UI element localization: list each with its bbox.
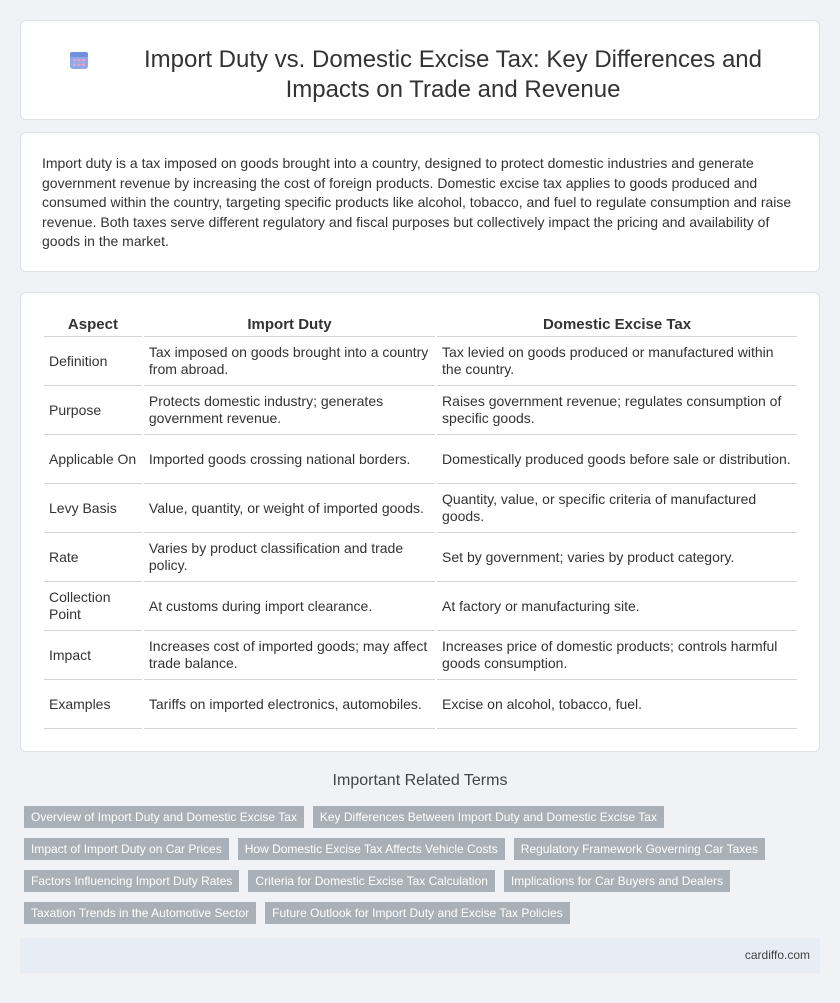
tag-row	[24, 838, 824, 860]
table-cell: Tax imposed on goods brought into a country from abroad.	[144, 337, 435, 386]
table-row	[44, 337, 797, 386]
table-cell: At customs during import clearance.	[144, 582, 435, 631]
calendar-icon	[67, 48, 91, 72]
table-row	[44, 582, 797, 631]
table-cell: Definition	[44, 337, 142, 386]
related-terms-title: Important Related Terms	[332, 772, 508, 789]
table-row	[44, 484, 797, 533]
column-header: Aspect	[44, 313, 142, 337]
related-term-link[interactable]: Criteria for Domestic Excise Tax Calculation	[248, 870, 495, 892]
table-cell: Purpose	[44, 386, 142, 435]
tag-row	[24, 806, 824, 828]
related-term-link[interactable]: Key Differences Between Import Duty and Domestic Excise Tax	[313, 806, 664, 828]
table-cell: Value, quantity, or weight of imported goods.	[144, 484, 435, 533]
related-terms	[24, 806, 824, 934]
related-term-link[interactable]: Implications for Car Buyers and Dealers	[504, 870, 730, 892]
header-card	[20, 20, 820, 120]
table-cell: Tariffs on imported electronics, automobiles.	[144, 680, 435, 729]
table-row	[44, 533, 797, 582]
table-cell: Quantity, value, or specific criteria of manufactured goods.	[437, 484, 797, 533]
table-cell: Rate	[44, 533, 142, 582]
table-cell: Domestically produced goods before sale or distribution.	[437, 435, 797, 484]
site-link[interactable]: cardiffo.com	[744, 948, 810, 962]
table-cell: Protects domestic industry; generates government revenue.	[144, 386, 435, 435]
related-term-link[interactable]: How Domestic Excise Tax Affects Vehicle Costs	[238, 838, 505, 860]
table-cell: Varies by product classification and trade policy.	[144, 533, 435, 582]
column-header: Domestic Excise Tax	[437, 313, 797, 337]
table-cell: Increases cost of imported goods; may affect trade balance.	[144, 631, 435, 680]
footer	[20, 938, 820, 973]
comparison-card	[20, 292, 820, 752]
table-row	[44, 435, 797, 484]
table-cell: Excise on alcohol, tobacco, fuel.	[437, 680, 797, 729]
table-cell: Imported goods crossing national borders.	[144, 435, 435, 484]
page-title: Import Duty vs. Domestic Excise Tax: Key Differences and Impacts on Trade and Revenue	[143, 46, 762, 103]
table-cell: Increases price of domestic products; controls harmful goods consumption.	[437, 631, 797, 680]
table-cell: Impact	[44, 631, 142, 680]
table-cell: Levy Basis	[44, 484, 142, 533]
table-cell: Applicable On	[44, 435, 142, 484]
table-cell: Examples	[44, 680, 142, 729]
column-header: Import Duty	[144, 313, 435, 337]
intro-card	[20, 132, 820, 272]
table-cell: At factory or manufacturing site.	[437, 582, 797, 631]
related-term-link[interactable]: Factors Influencing Import Duty Rates	[24, 870, 239, 892]
table-cell: Tax levied on goods produced or manufactured within the country.	[437, 337, 797, 386]
related-term-link[interactable]: Future Outlook for Import Duty and Excise Tax Policies	[265, 902, 570, 924]
comparison-table	[42, 313, 799, 729]
table-cell: Set by government; varies by product category.	[437, 533, 797, 582]
tag-row	[24, 870, 824, 892]
table-cell: Collection Point	[44, 582, 142, 631]
related-term-link[interactable]: Taxation Trends in the Automotive Sector	[24, 902, 256, 924]
tag-row	[24, 902, 824, 924]
table-row	[44, 386, 797, 435]
table-row	[44, 631, 797, 680]
related-term-link[interactable]: Impact of Import Duty on Car Prices	[24, 838, 229, 860]
related-term-link[interactable]: Overview of Import Duty and Domestic Excise Tax	[24, 806, 304, 828]
table-row	[44, 680, 797, 729]
table-cell: Raises government revenue; regulates consumption of specific goods.	[437, 386, 797, 435]
intro-text: Import duty is a tax imposed on goods brought into a country, designed to protect domestic industries and generate government revenue by increasing the cost of foreign products. Domestic excise tax applies to goods produced and consumed within the country, targeting specific products like alcohol, tobacco, and fuel to regulate consumption and raise revenue. Both taxes serve different regulatory and fiscal purposes but collectively impact the pricing and availability of goods in the market.	[42, 155, 792, 249]
table-header-row	[44, 313, 797, 337]
related-term-link[interactable]: Regulatory Framework Governing Car Taxes	[514, 838, 765, 860]
